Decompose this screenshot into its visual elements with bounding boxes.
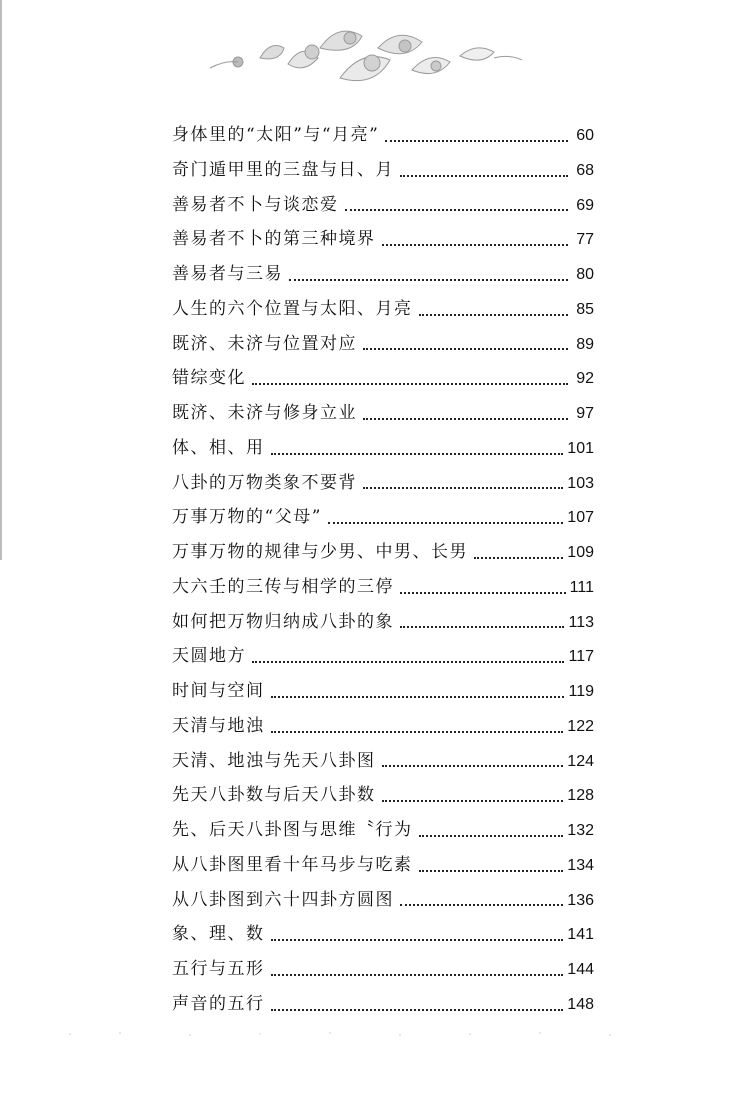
toc-entry-page: 144: [567, 961, 594, 978]
toc-entry-page: 69: [576, 196, 594, 214]
toc-dot-leader: [382, 764, 564, 767]
toc-entry-title: 五行与五形: [172, 959, 265, 979]
toc-entry-page: 119: [568, 683, 594, 700]
toc-entry-title: 既济、未济与修身立业: [172, 403, 357, 423]
toc-entry-title: 从八卦图到六十四卦方圆图: [172, 889, 394, 910]
toc-entry[interactable]: [172, 292, 594, 327]
toc-entry[interactable]: [172, 778, 594, 813]
footer-scan-specks: [60, 1030, 660, 1038]
toc-entry-title: 善易者不卜的第三种境界: [172, 229, 376, 250]
toc-dot-leader: [400, 591, 566, 594]
toc-entry-page: 124: [567, 752, 594, 770]
toc-entry-title: 奇门遁甲里的三盘与日、月: [172, 159, 394, 180]
toc-entry-title: 先、后天八卦图与思维〝行为: [172, 820, 413, 840]
toc-entry-page: 103: [567, 474, 594, 492]
toc-dot-leader: [328, 521, 563, 524]
toc-entry[interactable]: [172, 570, 594, 605]
toc-dot-leader: [400, 174, 568, 177]
toc-entry-title: 时间与空间: [172, 681, 265, 701]
toc-entry-page: 77: [576, 231, 594, 249]
table-of-contents: [172, 118, 594, 1022]
toc-entry-title: 善易者不卜与谈恋爱: [172, 194, 339, 215]
toc-entry-title: 象、理、数: [172, 924, 265, 945]
toc-entry-page: 132: [567, 822, 594, 839]
toc-entry-title: 大六壬的三传与相学的三停: [172, 576, 394, 597]
toc-entry-page: 68: [576, 161, 594, 179]
toc-entry[interactable]: [172, 744, 594, 779]
toc-entry-title: 既济、未济与位置对应: [172, 333, 357, 354]
toc-entry-title: 身体里的“太阳”与“月亮”: [172, 125, 380, 145]
toc-dot-leader: [400, 903, 563, 906]
toc-dot-leader: [271, 1008, 564, 1011]
toc-entry-title: 天清、地浊与先天八卦图: [172, 750, 376, 771]
toc-entry-page: 89: [576, 335, 594, 353]
toc-dot-leader: [271, 695, 565, 698]
toc-entry-title: 错综变化: [172, 368, 246, 389]
toc-dot-leader: [382, 243, 569, 246]
toc-entry-title: 声音的五行: [172, 993, 265, 1014]
toc-entry-page: 148: [567, 995, 594, 1013]
toc-entry-title: 从八卦图里看十年马步与吃素: [172, 854, 413, 875]
toc-entry-title: 人生的六个位置与太阳、月亮: [172, 298, 413, 319]
page-binding-edge: [0, 0, 2, 560]
toc-dot-leader: [271, 973, 564, 976]
toc-entry-page: 92: [576, 370, 594, 388]
toc-entry[interactable]: [172, 848, 594, 883]
toc-entry-page: 128: [567, 787, 594, 805]
toc-dot-leader: [289, 278, 568, 281]
toc-entry-page: 111: [569, 578, 594, 596]
toc-entry-page: 101: [567, 439, 594, 457]
toc-dot-leader: [271, 730, 564, 733]
toc-dot-leader: [419, 313, 569, 316]
toc-entry-page: 117: [568, 648, 594, 666]
toc-entry-title: 善易者与三易: [172, 264, 283, 284]
floral-ornament-icon: [200, 8, 530, 108]
toc-entry[interactable]: [172, 917, 594, 952]
toc-entry[interactable]: [172, 466, 594, 501]
toc-entry-page: 134: [567, 856, 594, 874]
toc-entry[interactable]: [172, 153, 594, 188]
toc-entry-page: 80: [576, 266, 594, 283]
toc-entry[interactable]: [172, 327, 594, 362]
toc-entry-page: 113: [568, 613, 594, 631]
toc-entry-page: 122: [567, 717, 594, 735]
toc-dot-leader: [363, 417, 568, 420]
toc-entry-page: 97: [576, 405, 594, 422]
toc-dot-leader: [345, 208, 569, 211]
toc-dot-leader: [363, 347, 568, 350]
toc-entry-title: 天清与地浊: [172, 715, 265, 736]
toc-entry-page: 60: [576, 127, 594, 144]
toc-entry[interactable]: [172, 674, 594, 709]
toc-entry-page: 141: [567, 926, 594, 944]
toc-entry-page: 85: [576, 300, 594, 318]
toc-entry-title: 如何把万物归纳成八卦的象: [172, 611, 394, 632]
toc-entry-page: 136: [567, 891, 594, 909]
toc-entry[interactable]: [172, 396, 594, 431]
toc-entry[interactable]: [172, 813, 594, 848]
toc-entry[interactable]: [172, 639, 594, 674]
toc-entry-page: 109: [567, 544, 594, 561]
toc-dot-leader: [400, 625, 564, 628]
toc-entry[interactable]: [172, 987, 594, 1022]
toc-dot-leader: [252, 660, 564, 663]
toc-entry[interactable]: [172, 257, 594, 292]
toc-entry-title: 八卦的万物类象不要背: [172, 472, 357, 493]
toc-dot-leader: [363, 486, 563, 489]
toc-dot-leader: [419, 869, 564, 872]
toc-dot-leader: [252, 382, 568, 385]
toc-entry-title: 体、相、用: [172, 437, 265, 458]
toc-entry[interactable]: [172, 188, 594, 223]
toc-dot-leader: [419, 834, 564, 837]
toc-entry[interactable]: [172, 222, 594, 257]
toc-entry[interactable]: [172, 883, 594, 918]
toc-entry[interactable]: [172, 500, 594, 535]
toc-entry-page: 107: [567, 509, 594, 527]
toc-entry[interactable]: [172, 952, 594, 987]
toc-entry[interactable]: [172, 535, 594, 570]
toc-entry[interactable]: [172, 431, 594, 466]
toc-entry[interactable]: [172, 709, 594, 744]
toc-dot-leader: [271, 452, 564, 455]
toc-entry-title: 万事万物的“父母”: [172, 507, 322, 528]
toc-dot-leader: [382, 799, 564, 802]
toc-entry-title: 天圆地方: [172, 646, 246, 667]
toc-entry-title: 万事万物的规律与少男、中男、长男: [172, 542, 468, 562]
toc-entry-title: 先天八卦数与后天八卦数: [172, 785, 376, 806]
toc-entry[interactable]: [172, 118, 594, 153]
toc-dot-leader: [385, 139, 568, 142]
toc-dot-leader: [474, 556, 563, 559]
toc-dot-leader: [271, 938, 564, 941]
toc-entry[interactable]: [172, 605, 594, 640]
toc-entry[interactable]: [172, 361, 594, 396]
